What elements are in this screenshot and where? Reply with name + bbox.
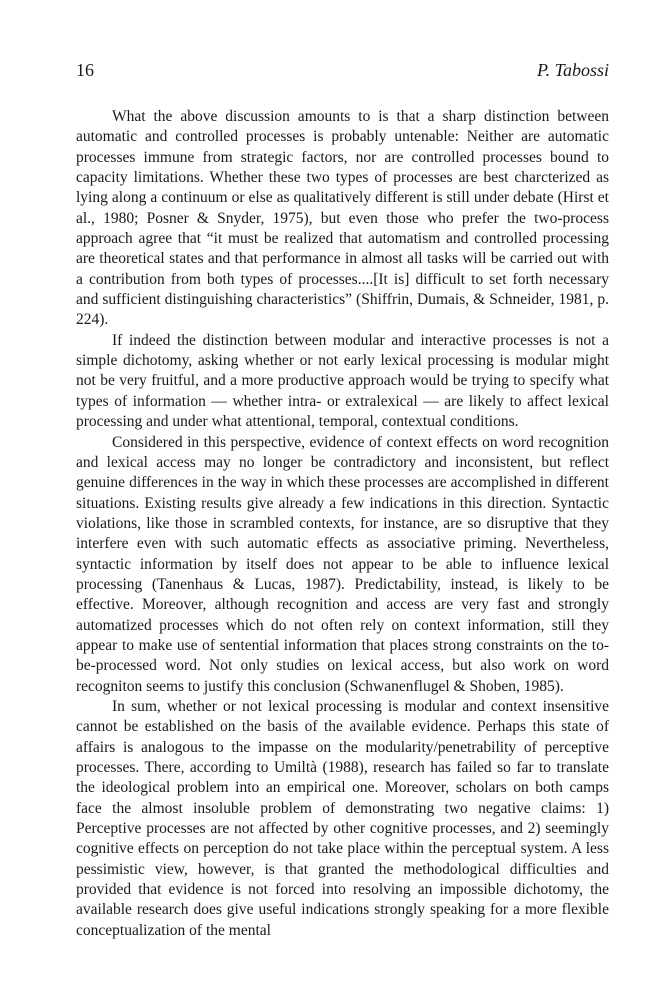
paragraph: If indeed the distinction between modular and interactive processes is not a simple dichotomy, asking whether or not early lexical processing is modular might not be very fruitful, and a more productive approach would be trying to specify what types of information — whether intra- or extralexical — are likely to affect lexical processing and under what attentional, temporal, contextual conditions.: [76, 331, 609, 431]
paragraph: Considered in this perspective, evidence of context effects on word recognition and lexical access may no longer be contradictory and inconsistent, but reflect genuine differences in the way in which these processes are accomplished in different situations. Existing results give already a few indications in this direction. Syntactic violations, like those in scrambled contexts, for instance, are so disruptive that they interfere even with such automatic effects as associative priming. Nevertheless, syntactic information by itself does not appear to be able to influence lexical processing (Tanenhaus & Lucas, 1987). Predictability, instead, is likely to be effective. Moreover, although recognition and access are very fast and strongly automatized processes which do not often rely on context information, still they appear to make use of sentential information that places strong constraints on the to-be-processed word. Not only studies on lexical access, but also work on word recogniton seems to justify this conclusion (Schwanenflugel & Shoben, 1985).: [76, 433, 609, 695]
page-number: 16: [76, 60, 94, 80]
body-text: [76, 107, 609, 941]
paragraph: What the above discussion amounts to is that a sharp distinction between automatic and controlled processes is probably untenable: Neither are automatic processes immune from strategic factors, nor are controlled processes bound to capacity limitations. Whether these two types of processes are best charcterized as lying along a continuum or else as qualitatively different is still under debate (Hirst et al., 1980; Posner & Snyder, 1975), but even those who prefer the two-process approach agree that “it must be realized that automatism and controlled processing are theoretical states and that performance in almost all tasks will be carried out with a contribution from both types of processes....[It is] difficult to set forth necessary and sufficient distinguishing characteristics” (Shiffrin, Dumais, & Schneider, 1981, p. 224).: [76, 108, 609, 329]
paragraph: In sum, whether or not lexical processing is modular and context insensitive cannot be established on the basis of the available evidence. Perhaps this state of affairs is analogous to the impasse on the modularity/penetrability of perceptive processes. There, according to Umiltà (1988), research has failed so far to translate the ideological problem into an empirical one. Moreover, scholars on both camps face the almost insoluble problem of demonstrating two negative claims: 1) Perceptive processes are not affected by other cognitive processes, and 2) seemingly cognitive effects on perception do not take place within the perceptual system. A less pessimistic view, however, is that granted the methodological difficulties and provided that evidence is not forced into resolving an impossible dichotomy, the available research does give useful indications strongly speaking for a more flexible conceptualization of the mental: [76, 697, 609, 939]
running-head: [76, 60, 609, 84]
running-head-author: P. Tabossi: [536, 60, 609, 80]
